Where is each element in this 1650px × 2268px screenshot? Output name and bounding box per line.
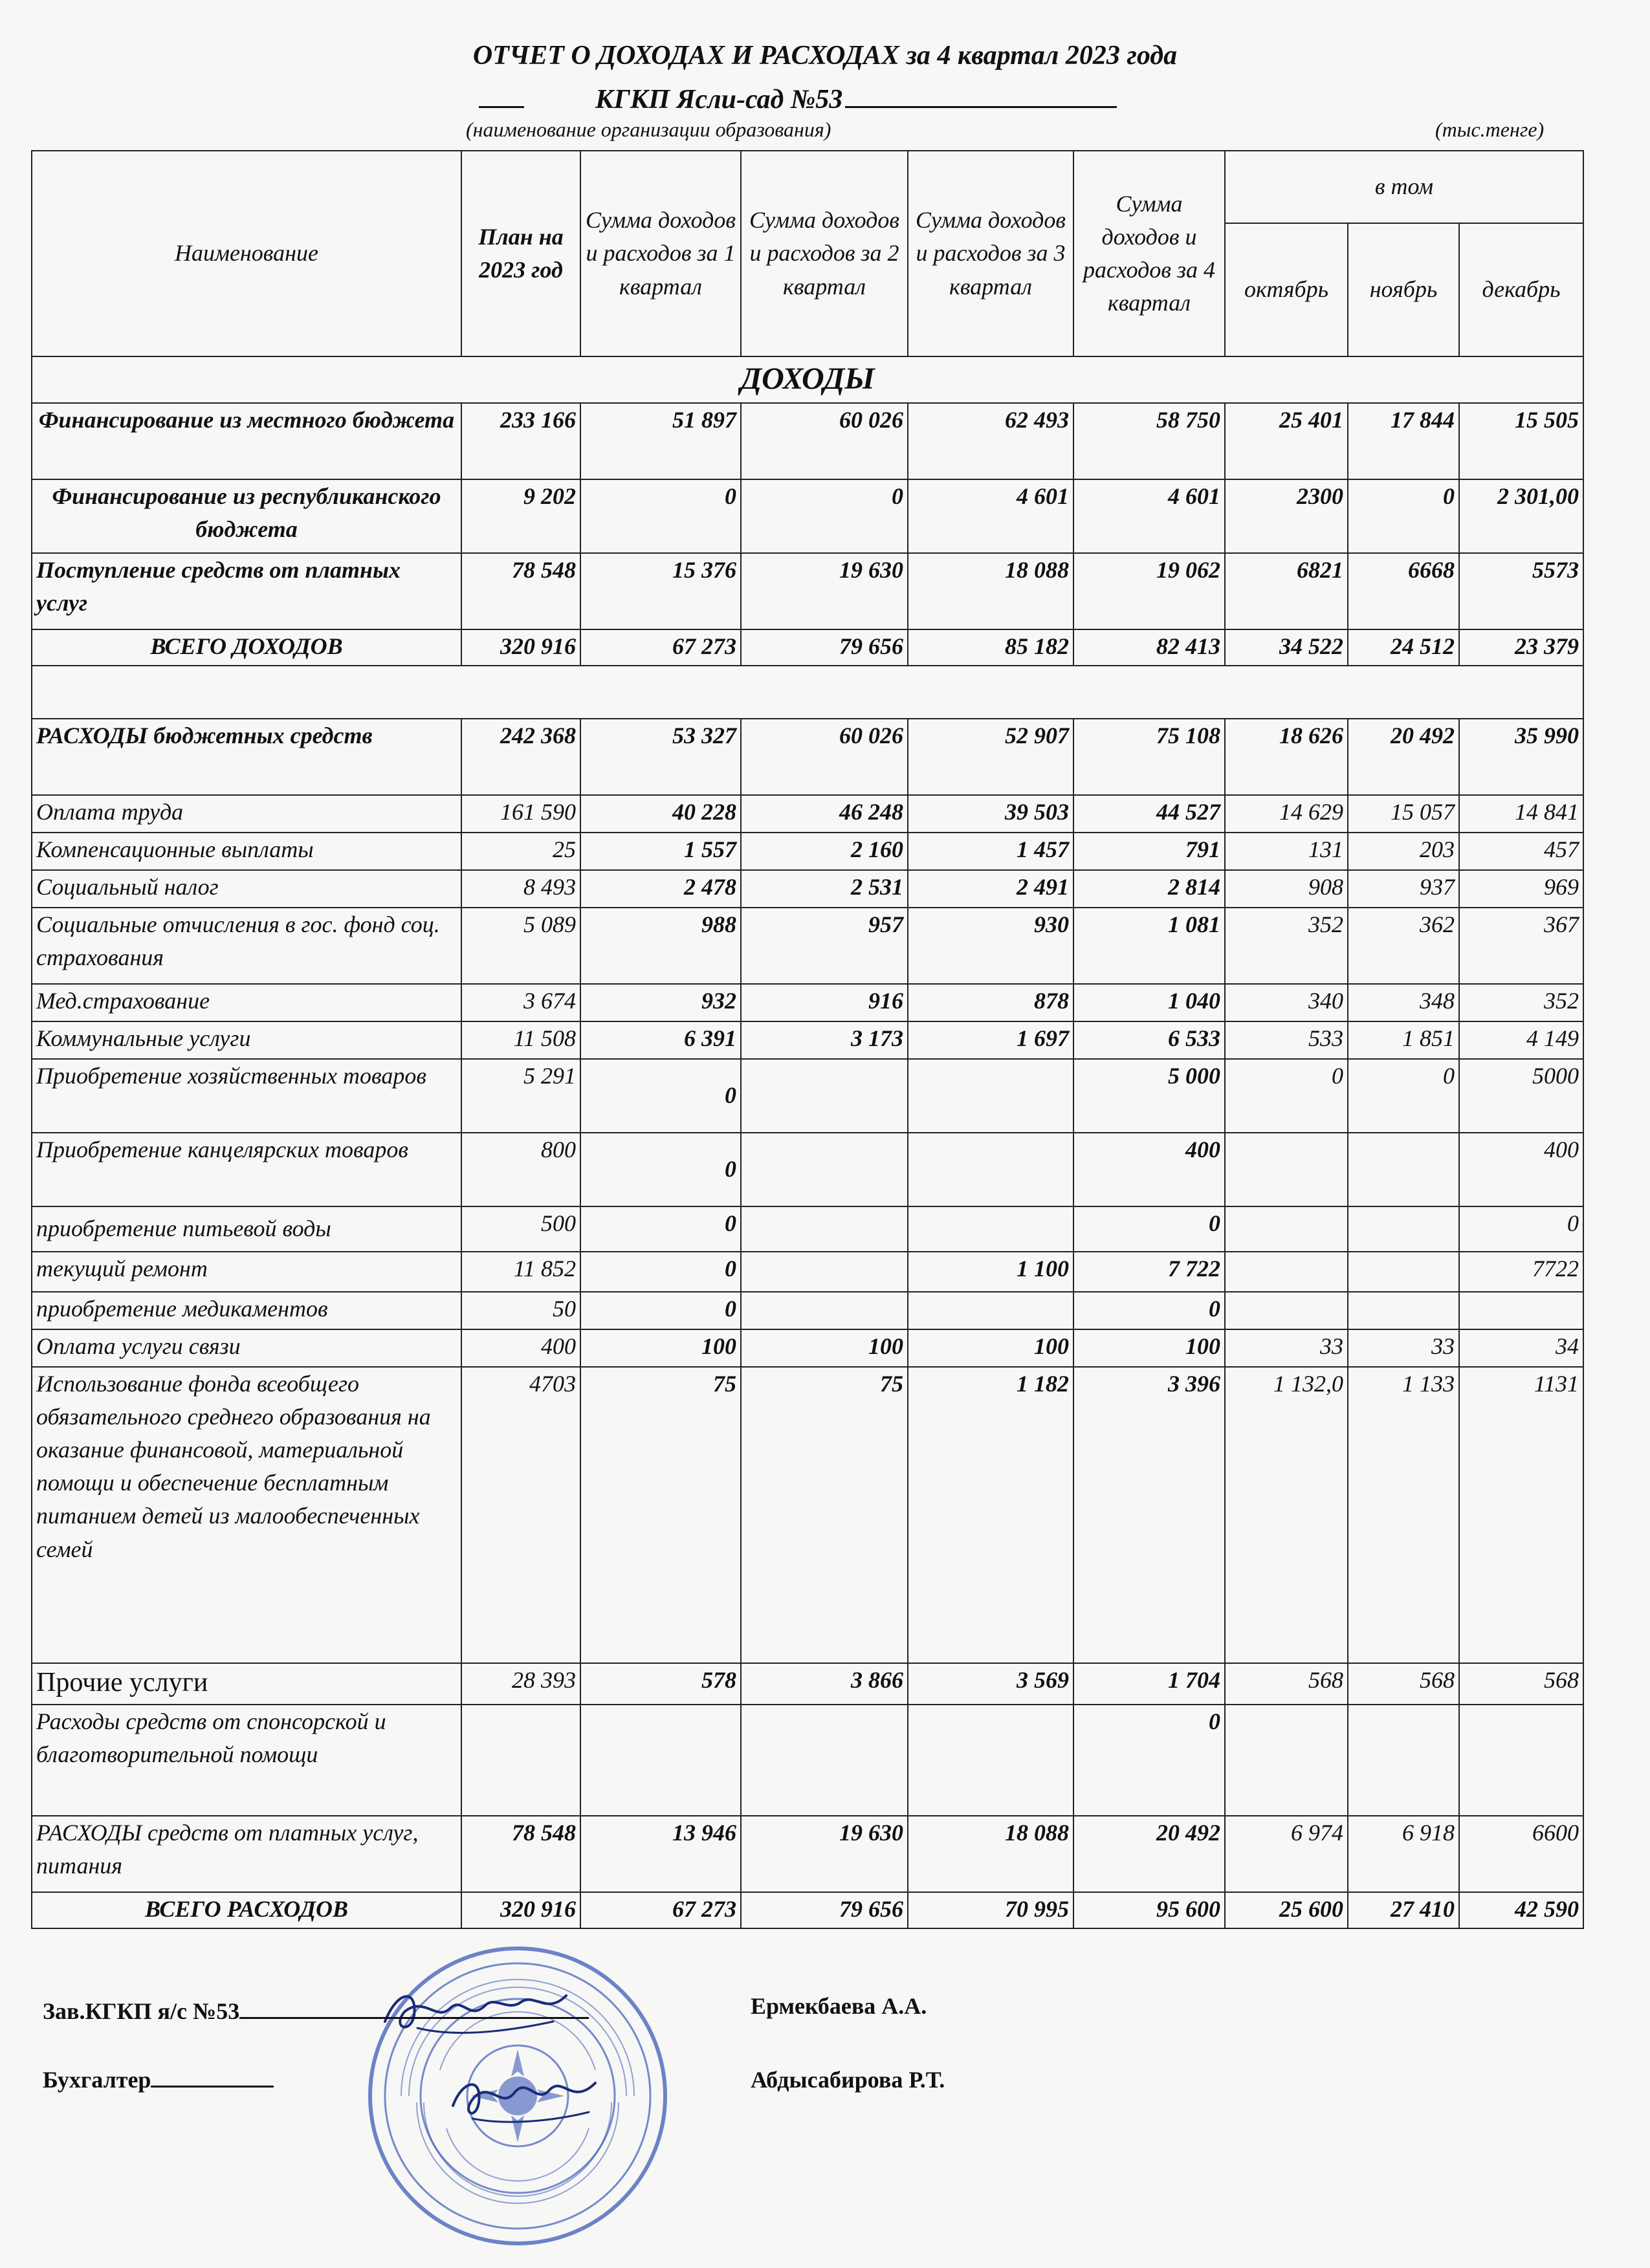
cell-q1: 53 327	[580, 719, 741, 795]
cell-dec: 5000	[1459, 1059, 1583, 1133]
cell-q3: 2 491	[908, 870, 1073, 908]
cell-plan: 5 291	[461, 1059, 580, 1133]
blank-line	[479, 106, 524, 108]
cell-q4: 19 062	[1073, 553, 1225, 629]
cell-q1: 0	[580, 1252, 741, 1292]
cell-q4: 5 000	[1073, 1059, 1225, 1133]
head-label: Зав.КГКП я/с №53	[43, 1998, 240, 2024]
cell-q1: 40 228	[580, 795, 741, 833]
cell-q4: 1 040	[1073, 984, 1225, 1021]
cell-plan: 11 852	[461, 1252, 580, 1292]
cell-plan	[461, 1705, 580, 1816]
cell-q4: 0	[1073, 1292, 1225, 1329]
cell-q4: 2 814	[1073, 870, 1225, 908]
cell-q3: 4 601	[908, 479, 1073, 553]
cell-q3: 62 493	[908, 403, 1073, 479]
cell-oct	[1225, 1133, 1348, 1206]
table-row	[32, 1705, 1583, 1816]
row-name: Компенсационные выплаты	[32, 833, 461, 870]
cell-plan: 25	[461, 833, 580, 870]
cell-q4: 0	[1073, 1705, 1225, 1816]
table-row	[32, 719, 1583, 795]
cell-oct	[1225, 1292, 1348, 1329]
cell-q3	[908, 1292, 1073, 1329]
cell-plan: 11 508	[461, 1021, 580, 1059]
cell-plan: 8 493	[461, 870, 580, 908]
cell-q4: 100	[1073, 1329, 1225, 1367]
cell-q3: 52 907	[908, 719, 1073, 795]
table-row	[32, 833, 1583, 870]
cell-q2: 2 531	[741, 870, 908, 908]
cell-oct: 340	[1225, 984, 1348, 1021]
signature-blank	[151, 2086, 274, 2088]
cell-q3: 1 182	[908, 1367, 1073, 1663]
cell-plan: 320 916	[461, 1892, 580, 1928]
cell-q3: 878	[908, 984, 1073, 1021]
cell-q2: 0	[741, 479, 908, 553]
cell-q3: 100	[908, 1329, 1073, 1367]
cell-q3: 930	[908, 908, 1073, 984]
cell-q1: 1 557	[580, 833, 741, 870]
cell-q1: 13 946	[580, 1816, 741, 1892]
cell-q2	[741, 1133, 908, 1206]
cell-dec: 23 379	[1459, 629, 1583, 666]
cell-oct: 568	[1225, 1663, 1348, 1705]
row-name: РАСХОДЫ средств от платных услуг, питания	[32, 1816, 461, 1892]
cell-q3: 70 995	[908, 1892, 1073, 1928]
cell-dec: 4 149	[1459, 1021, 1583, 1059]
cell-q3: 18 088	[908, 1816, 1073, 1892]
cell-q2	[741, 1252, 908, 1292]
table-row	[32, 1816, 1583, 1892]
cell-dec: 42 590	[1459, 1892, 1583, 1928]
cell-nov: 33	[1348, 1329, 1459, 1367]
section-income: ДОХОДЫ	[32, 356, 1583, 403]
cell-q3: 85 182	[908, 629, 1073, 666]
cell-dec: 6600	[1459, 1816, 1583, 1892]
cell-plan: 28 393	[461, 1663, 580, 1705]
cell-dec	[1459, 1705, 1583, 1816]
cell-oct: 25 401	[1225, 403, 1348, 479]
cell-q4: 6 533	[1073, 1021, 1225, 1059]
cell-q2: 19 630	[741, 553, 908, 629]
cell-q2: 916	[741, 984, 908, 1021]
cell-q1: 100	[580, 1329, 741, 1367]
cell-q2: 957	[741, 908, 908, 984]
row-name: ВСЕГО РАСХОДОВ	[32, 1892, 461, 1928]
cell-q1: 0	[580, 1133, 741, 1206]
row-name: Социальные отчисления в гос. фонд соц. страхования	[32, 908, 461, 984]
cell-dec: 14 841	[1459, 795, 1583, 833]
accountant-label: Бухгалтер	[43, 2067, 151, 2093]
cell-oct: 6821	[1225, 553, 1348, 629]
cell-q2: 79 656	[741, 1892, 908, 1928]
units-label: (тыс.тенге)	[1435, 118, 1545, 141]
cell-q3: 1 100	[908, 1252, 1073, 1292]
accountant-signature-line	[43, 2066, 274, 2093]
cell-plan: 800	[461, 1133, 580, 1206]
cell-plan: 233 166	[461, 403, 580, 479]
cell-q1: 0	[580, 1059, 741, 1133]
cell-q4: 791	[1073, 833, 1225, 870]
cell-dec: 5573	[1459, 553, 1583, 629]
table-row	[32, 1892, 1583, 1928]
cell-q2: 3 173	[741, 1021, 908, 1059]
row-name: Мед.страхование	[32, 984, 461, 1021]
cell-nov	[1348, 1133, 1459, 1206]
col-header-plan: План на 2023 год	[461, 151, 580, 356]
cell-q2	[741, 1059, 908, 1133]
cell-plan: 9 202	[461, 479, 580, 553]
row-name: Социальный налог	[32, 870, 461, 908]
cell-plan: 4703	[461, 1367, 580, 1663]
cell-plan: 320 916	[461, 629, 580, 666]
cell-dec: 969	[1459, 870, 1583, 908]
cell-oct	[1225, 1206, 1348, 1252]
cell-q3: 1 457	[908, 833, 1073, 870]
cell-q4: 1 081	[1073, 908, 1225, 984]
cell-dec: 15 505	[1459, 403, 1583, 479]
cell-q3: 1 697	[908, 1021, 1073, 1059]
col-header-dec: декабрь	[1459, 223, 1583, 356]
row-name: приобретение медикаментов	[32, 1292, 461, 1329]
cell-plan: 400	[461, 1329, 580, 1367]
cell-q4: 1 704	[1073, 1663, 1225, 1705]
table-row	[32, 629, 1583, 666]
cell-q1: 932	[580, 984, 741, 1021]
cell-oct: 34 522	[1225, 629, 1348, 666]
cell-q1: 2 478	[580, 870, 741, 908]
cell-nov: 27 410	[1348, 1892, 1459, 1928]
cell-q2: 60 026	[741, 403, 908, 479]
cell-q1: 6 391	[580, 1021, 741, 1059]
row-name: Оплата услуги связи	[32, 1329, 461, 1367]
cell-oct: 6 974	[1225, 1816, 1348, 1892]
cell-q4: 75 108	[1073, 719, 1225, 795]
row-name: Расходы средств от спонсорской и благотворительной помощи	[32, 1705, 461, 1816]
row-name: Приобретение хозяйственных товаров	[32, 1059, 461, 1133]
row-name: РАСХОДЫ бюджетных средств	[32, 719, 461, 795]
cell-q3: 18 088	[908, 553, 1073, 629]
cell-q2	[741, 1206, 908, 1252]
col-header-q1: Сумма доходов и расходов за 1 квартал	[580, 151, 741, 356]
cell-q4: 95 600	[1073, 1892, 1225, 1928]
cell-nov: 348	[1348, 984, 1459, 1021]
col-header-q4: Сумма доходов и расходов за 4 квартал	[1073, 151, 1225, 356]
cell-nov: 6 918	[1348, 1816, 1459, 1892]
cell-q2: 75	[741, 1367, 908, 1663]
col-header-in-that: в том	[1225, 151, 1583, 223]
cell-dec: 367	[1459, 908, 1583, 984]
cell-dec: 457	[1459, 833, 1583, 870]
cell-q3: 39 503	[908, 795, 1073, 833]
col-header-name: Наименование	[32, 151, 461, 356]
col-header-q3: Сумма доходов и расходов за 3 квартал	[908, 151, 1073, 356]
cell-q2: 60 026	[741, 719, 908, 795]
cell-oct: 908	[1225, 870, 1348, 908]
row-name: Финансирование из республиканского бюджета	[32, 479, 461, 553]
cell-nov	[1348, 1252, 1459, 1292]
row-name: Финансирование из местного бюджета	[32, 403, 461, 479]
cell-q1: 15 376	[580, 553, 741, 629]
cell-oct: 1 132,0	[1225, 1367, 1348, 1663]
cell-q1	[580, 1705, 741, 1816]
table-row	[32, 1206, 1583, 1252]
row-name: приобретение питьевой воды	[32, 1206, 461, 1252]
cell-nov: 15 057	[1348, 795, 1459, 833]
cell-plan: 3 674	[461, 984, 580, 1021]
row-name: ВСЕГО ДОХОДОВ	[32, 629, 461, 666]
cell-dec: 35 990	[1459, 719, 1583, 795]
cell-dec: 1131	[1459, 1367, 1583, 1663]
cell-q4: 3 396	[1073, 1367, 1225, 1663]
row-name: текущий ремонт	[32, 1252, 461, 1292]
row-name: Оплата труда	[32, 795, 461, 833]
cell-oct: 2300	[1225, 479, 1348, 553]
cell-q3	[908, 1206, 1073, 1252]
table-row	[32, 1292, 1583, 1329]
cell-q3: 3 569	[908, 1663, 1073, 1705]
cell-nov: 568	[1348, 1663, 1459, 1705]
table-row	[32, 1133, 1583, 1206]
cell-q1: 0	[580, 1292, 741, 1329]
cell-oct: 25 600	[1225, 1892, 1348, 1928]
cell-q1: 988	[580, 908, 741, 984]
cell-q4: 20 492	[1073, 1816, 1225, 1892]
cell-q1: 578	[580, 1663, 741, 1705]
table-row	[32, 1329, 1583, 1367]
cell-nov: 24 512	[1348, 629, 1459, 666]
blank-line	[845, 106, 1117, 108]
signature-blank	[239, 2017, 589, 2019]
cell-nov: 17 844	[1348, 403, 1459, 479]
cell-q3	[908, 1059, 1073, 1133]
cell-plan: 78 548	[461, 553, 580, 629]
cell-q1: 67 273	[580, 629, 741, 666]
cell-q4: 4 601	[1073, 479, 1225, 553]
cell-q1: 51 897	[580, 403, 741, 479]
cell-plan: 5 089	[461, 908, 580, 984]
organization-name: КГКП Ясли-сад №53	[595, 85, 843, 114]
table-row	[32, 479, 1583, 553]
cell-dec: 34	[1459, 1329, 1583, 1367]
table-row	[32, 984, 1583, 1021]
cell-q4: 400	[1073, 1133, 1225, 1206]
cell-q1: 0	[580, 1206, 741, 1252]
cell-q1: 67 273	[580, 1892, 741, 1928]
table-row	[32, 553, 1583, 629]
table-row	[32, 870, 1583, 908]
cell-q1: 0	[580, 479, 741, 553]
cell-nov: 937	[1348, 870, 1459, 908]
cell-q2: 2 160	[741, 833, 908, 870]
cell-dec: 2 301,00	[1459, 479, 1583, 553]
cell-q2: 3 866	[741, 1663, 908, 1705]
table-row	[32, 1367, 1583, 1663]
row-name: Приобретение канцелярских товаров	[32, 1133, 461, 1206]
accountant-signature	[446, 2060, 602, 2132]
organization-caption: (наименование организации образования)	[466, 118, 831, 141]
cell-dec: 568	[1459, 1663, 1583, 1705]
cell-q3	[908, 1133, 1073, 1206]
cell-q1: 75	[580, 1367, 741, 1663]
cell-nov: 362	[1348, 908, 1459, 984]
cell-q4: 0	[1073, 1206, 1225, 1252]
col-header-nov: ноябрь	[1348, 223, 1459, 356]
cell-nov: 1 133	[1348, 1367, 1459, 1663]
cell-nov: 0	[1348, 1059, 1459, 1133]
head-signature-line	[43, 1998, 589, 2025]
report-table	[31, 150, 1584, 1929]
cell-dec	[1459, 1292, 1583, 1329]
cell-oct: 33	[1225, 1329, 1348, 1367]
cell-dec: 0	[1459, 1206, 1583, 1252]
cell-q4: 44 527	[1073, 795, 1225, 833]
cell-nov: 203	[1348, 833, 1459, 870]
row-name: Использование фонда всеобщего обязательного среднего образования на оказание финансовой, материальной помощи и обеспечение бесплатным питанием детей из малообеспеченных семей	[32, 1367, 461, 1663]
cell-plan: 50	[461, 1292, 580, 1329]
cell-q4: 82 413	[1073, 629, 1225, 666]
cell-q2: 79 656	[741, 629, 908, 666]
accountant-name: Абдысабирова Р.Т.	[751, 2067, 945, 2093]
cell-plan: 500	[461, 1206, 580, 1252]
cell-oct: 131	[1225, 833, 1348, 870]
row-name: Поступление средств от платных услуг	[32, 553, 461, 629]
cell-nov: 6668	[1348, 553, 1459, 629]
cell-plan: 242 368	[461, 719, 580, 795]
cell-nov	[1348, 1206, 1459, 1252]
report-title: ОТЧЕТ О ДОХОДАХ И РАСХОДАХ за 4 квартал 2023 года	[472, 41, 1178, 71]
table-row-empty	[32, 666, 1583, 719]
cell-oct: 0	[1225, 1059, 1348, 1133]
cell-q4: 7 722	[1073, 1252, 1225, 1292]
cell-nov	[1348, 1292, 1459, 1329]
table-row	[32, 403, 1583, 479]
cell-nov: 20 492	[1348, 719, 1459, 795]
col-header-oct: октябрь	[1225, 223, 1348, 356]
table-row	[32, 1663, 1583, 1705]
cell-oct: 18 626	[1225, 719, 1348, 795]
cell-nov: 1 851	[1348, 1021, 1459, 1059]
cell-q2: 19 630	[741, 1816, 908, 1892]
cell-q4: 58 750	[1073, 403, 1225, 479]
cell-dec: 352	[1459, 984, 1583, 1021]
table-row	[32, 1021, 1583, 1059]
table-row	[32, 795, 1583, 833]
cell-oct	[1225, 1252, 1348, 1292]
head-name: Ермекбаева А.А.	[751, 1993, 927, 2019]
cell-q2: 100	[741, 1329, 908, 1367]
cell-nov: 0	[1348, 479, 1459, 553]
cell-oct: 14 629	[1225, 795, 1348, 833]
empty-row	[32, 666, 1583, 719]
col-header-q2: Сумма доходов и расходов за 2 квартал	[741, 151, 908, 356]
row-name: Коммунальные услуги	[32, 1021, 461, 1059]
cell-oct: 352	[1225, 908, 1348, 984]
table-row	[32, 1059, 1583, 1133]
cell-oct	[1225, 1705, 1348, 1816]
cell-nov	[1348, 1705, 1459, 1816]
cell-q2	[741, 1292, 908, 1329]
organization-line	[479, 84, 1117, 115]
cell-oct: 533	[1225, 1021, 1348, 1059]
cell-plan: 161 590	[461, 795, 580, 833]
table-row	[32, 908, 1583, 984]
table-row	[32, 1252, 1583, 1292]
cell-plan: 78 548	[461, 1816, 580, 1892]
cell-q2: 46 248	[741, 795, 908, 833]
cell-q3	[908, 1705, 1073, 1816]
cell-q2	[741, 1705, 908, 1816]
cell-dec: 7722	[1459, 1252, 1583, 1292]
cell-dec: 400	[1459, 1133, 1583, 1206]
row-name: Прочие услуги	[32, 1663, 461, 1705]
